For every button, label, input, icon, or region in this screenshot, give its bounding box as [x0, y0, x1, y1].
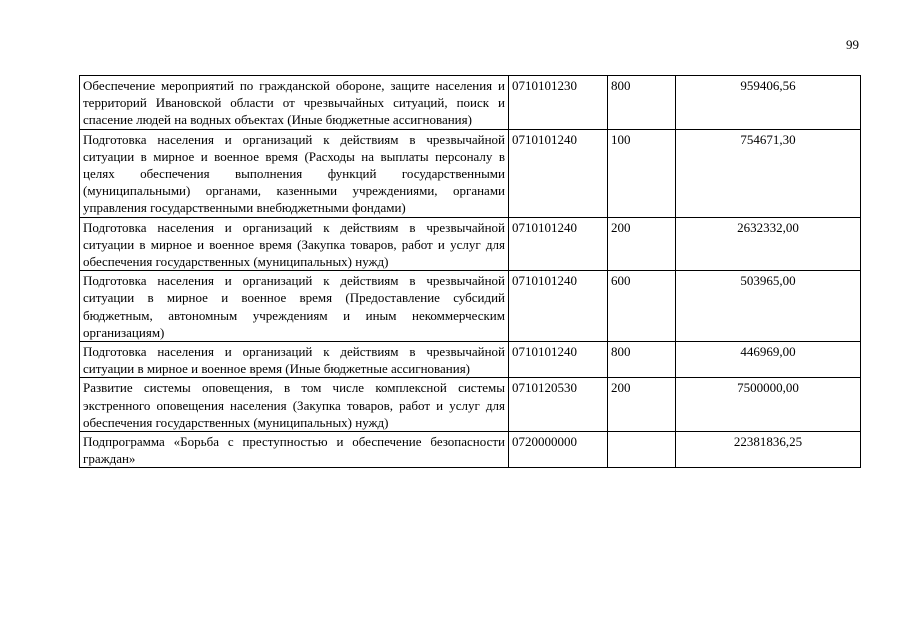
row-description: Подготовка населения и организаций к действиям в чрезвычайной ситуации в мирное и военное время (Закупка товаров, работ и услуг для обеспечения государственных (муниципальных) нужд) [80, 217, 509, 271]
row-amount: 2632332,00 [676, 217, 861, 271]
row-amount: 22381836,25 [676, 432, 861, 468]
row-expense-type: 100 [608, 129, 676, 217]
row-target-code: 0710101230 [509, 76, 608, 130]
row-description: Подготовка населения и организаций к действиям в чрезвычайной ситуации в мирное и военное время (Иные бюджетные ассигнования) [80, 342, 509, 378]
table-row [80, 271, 861, 342]
row-expense-type: 800 [608, 342, 676, 378]
row-target-code: 0710120530 [509, 378, 608, 432]
budget-table [79, 75, 861, 468]
row-target-code: 0710101240 [509, 217, 608, 271]
table-row [80, 217, 861, 271]
row-description: Подготовка населения и организаций к действиям в чрезвычайной ситуации в мирное и военное время (Расходы на выплаты персоналу в целях обеспечения выполнения функций государственными (муниципальными) органами, казенными учреждениями, органами управления государственными внебюджетными фондами) [80, 129, 509, 217]
table-row [80, 76, 861, 130]
row-target-code: 0720000000 [509, 432, 608, 468]
row-expense-type: 800 [608, 76, 676, 130]
row-target-code: 0710101240 [509, 342, 608, 378]
row-expense-type: 200 [608, 217, 676, 271]
row-target-code: 0710101240 [509, 129, 608, 217]
row-amount: 754671,30 [676, 129, 861, 217]
page-number: 99 [846, 37, 859, 52]
table-row [80, 129, 861, 217]
row-expense-type [608, 432, 676, 468]
row-amount: 503965,00 [676, 271, 861, 342]
table-row [80, 432, 861, 468]
row-expense-type: 600 [608, 271, 676, 342]
row-expense-type: 200 [608, 378, 676, 432]
row-description: Подпрограмма «Борьба с преступностью и обеспечение безопасности граждан» [80, 432, 509, 468]
table-row [80, 378, 861, 432]
row-amount: 959406,56 [676, 76, 861, 130]
row-description: Развитие системы оповещения, в том числе комплексной системы экстренного оповещения населения (Закупка товаров, работ и услуг для обеспечения государственных (муниципальных) нужд) [80, 378, 509, 432]
row-amount: 7500000,00 [676, 378, 861, 432]
table-row [80, 342, 861, 378]
row-description: Подготовка населения и организаций к действиям в чрезвычайной ситуации в мирное и военное время (Предоставление субсидий бюджетным, автономным учреждениям и иным некоммерческим организациям) [80, 271, 509, 342]
row-description: Обеспечение мероприятий по гражданской обороне, защите населения и территорий Ивановской области от чрезвычайных ситуаций, поиск и спасение людей на водных объектах (Иные бюджетные ассигнования) [80, 76, 509, 130]
row-target-code: 0710101240 [509, 271, 608, 342]
row-amount: 446969,00 [676, 342, 861, 378]
